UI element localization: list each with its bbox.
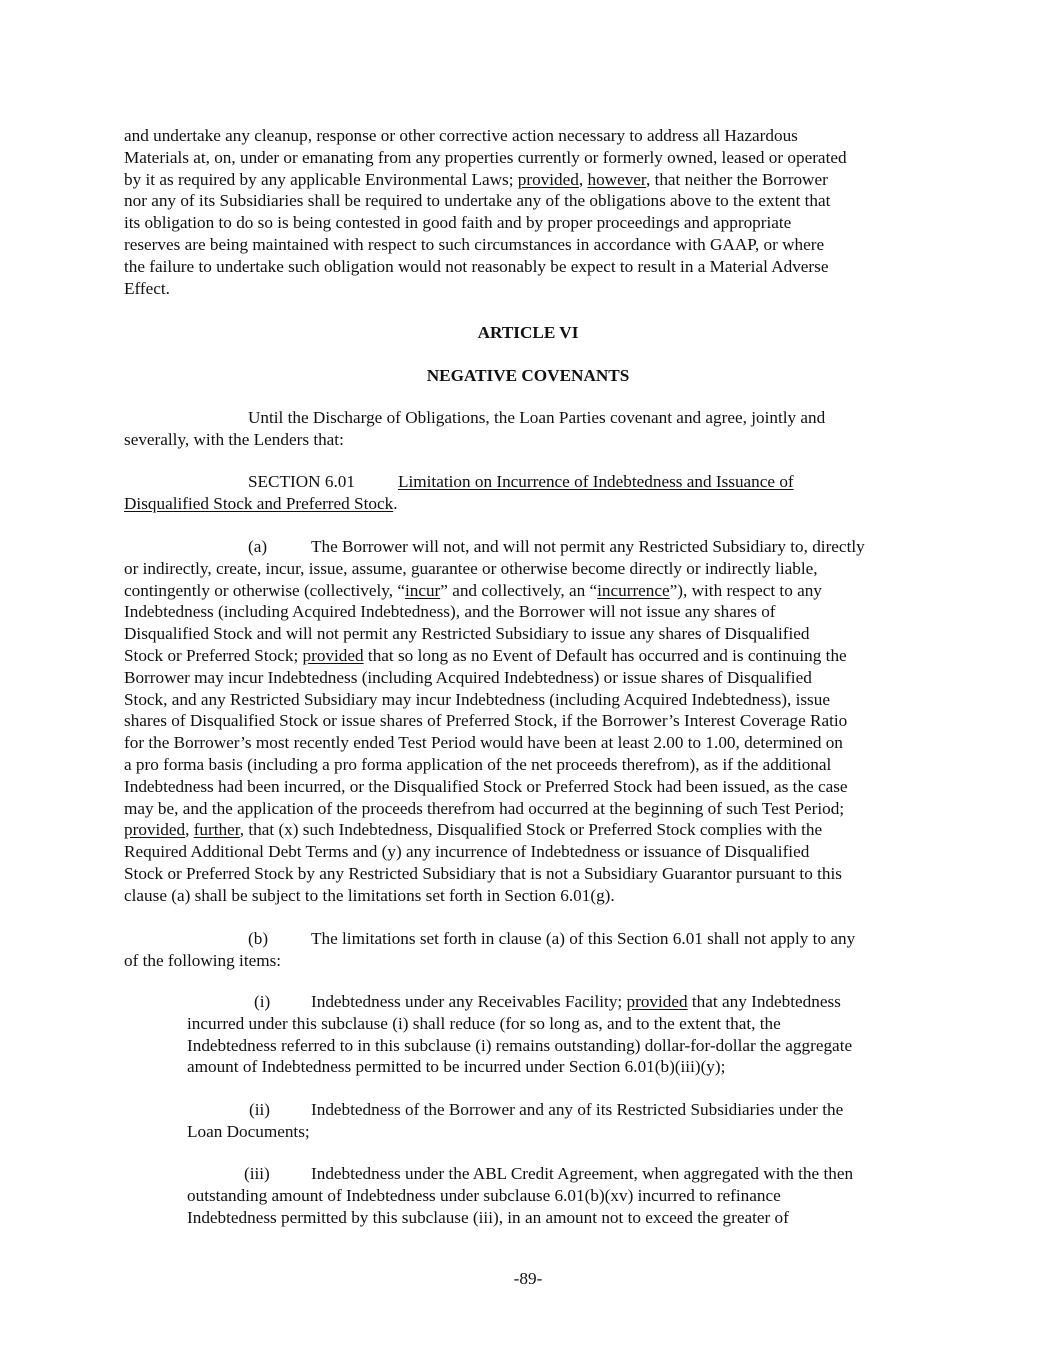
defined-term-provided: provided [302, 645, 364, 665]
text-line [187, 1099, 927, 1121]
text-line: Indebtedness (including Acquired Indebtedness), and the Borrower will not issue any shares of [124, 602, 776, 622]
text-line: Required Additional Debt Terms and (y) any incurrence of Indebtedness or issuance of Disqualified [124, 842, 810, 862]
text-line: may be, and the application of the proceeds therefrom had occurred at the beginning of such Test Period; [124, 798, 845, 818]
text-fragment: that so long as no Event of Default has occurred and is continuing the [363, 645, 847, 665]
text-line [187, 991, 927, 1013]
text-line [124, 169, 932, 191]
text-line: severally, with the Lenders that: [124, 429, 344, 449]
subclause-label: (i) [254, 992, 271, 1011]
text-line: amount of Indebtedness permitted to be incurred under Section 6.01(b)(iii)(y); [187, 1057, 726, 1077]
text-line: Effect. [124, 278, 170, 298]
text-line: or indirectly, create, incur, issue, assume, guarantee or otherwise become directly or indirectly liable, [124, 558, 818, 578]
text-line: shares of Disqualified Stock or issue shares of Preferred Stock, if the Borrower’s Interest Coverage Ratio [124, 711, 848, 731]
clause-a-paragraph [124, 536, 932, 907]
defined-term-further: further [193, 820, 240, 840]
text-line: Stock, and any Restricted Subsidiary may incur Indebtedness (including Acquired Indebtedness), issue [124, 689, 830, 709]
text-line: Indebtedness permitted by this subclause (iii), in an amount not to exceed the greater of [187, 1207, 789, 1227]
text-line: Loan Documents; [187, 1121, 310, 1141]
text-line: outstanding amount of Indebtedness under subclause 6.01(b)(xv) incurred to refinance [187, 1185, 781, 1205]
text-fragment: Stock or Preferred Stock; [124, 645, 303, 665]
text-fragment: , [578, 169, 588, 189]
text-fragment: ”), with respect to any [669, 580, 822, 600]
text-fragment: , that neither the Borrower [645, 169, 828, 189]
page-number: -89- [513, 1269, 543, 1288]
text-line [124, 928, 932, 950]
section-heading-line [124, 471, 932, 493]
defined-term-incurrence: incurrence [597, 580, 670, 600]
defined-term-provided: provided [626, 992, 688, 1011]
preamble-paragraph [124, 407, 932, 451]
text-fragment: , that (x) such Indebtedness, Disqualified Stock or Preferred Stock complies with the [239, 820, 823, 840]
text-line: Stock or Preferred Stock by any Restricted Subsidiary that is not a Subsidiary Guarantor pursuant to this [124, 863, 842, 883]
section-heading-line [124, 493, 932, 515]
text-fragment: Indebtedness under any Receivables Facility; [311, 992, 627, 1011]
text-line: incurred under this subclause (i) shall reduce (for so long as, and to the extent that, the [187, 1013, 781, 1033]
text-line [124, 819, 932, 841]
defined-term-however: however [587, 169, 646, 189]
clause-label: (b) [248, 929, 269, 948]
subclause-label: (ii) [249, 1100, 270, 1119]
text-line: Disqualified Stock and will not permit any Restricted Subsidiary to issue any shares of Disqualified [124, 624, 810, 644]
text-line: Materials at, on, under or emanating from any properties currently or formerly owned, leased or operated [124, 147, 847, 167]
text-fragment: The limitations set forth in clause (a) of this Section 6.01 shall not apply to any [311, 929, 856, 948]
text-line: its obligation to do so is being contested in good faith and by proper proceedings and appropriate [124, 213, 792, 233]
text-fragment: that any Indebtedness [687, 992, 841, 1011]
text-fragment: . [393, 493, 398, 513]
section-title: Limitation on Incurrence of Indebtedness and Issuance of [398, 472, 794, 491]
text-line: nor any of its Subsidiaries shall be required to undertake any of the obligations above to the extent that [124, 191, 831, 211]
defined-term-provided: provided [124, 820, 186, 840]
text-line [124, 536, 932, 558]
section-title-continued: Disqualified Stock and Preferred Stock [124, 493, 394, 513]
text-fragment: Indebtedness under the ABL Credit Agreement, when aggregated with the then [311, 1164, 854, 1183]
defined-term-provided: provided [517, 169, 579, 189]
section-heading [124, 471, 932, 515]
text-line: of the following items: [124, 950, 282, 970]
article-title: NEGATIVE COVENANTS [426, 366, 630, 385]
clause-b-paragraph [124, 928, 932, 972]
intro-paragraph [124, 125, 932, 299]
text-line: a pro forma basis (including a pro forma application of the net proceeds therefrom), as if the additional [124, 754, 832, 774]
text-line [124, 645, 932, 667]
text-fragment: contingently or otherwise (collectively, “ [124, 580, 405, 600]
text-line: Indebtedness referred to in this subclause (i) remains outstanding) dollar-for-dollar the aggregate [187, 1035, 853, 1055]
text-line: clause (a) shall be subject to the limitations set forth in Section 6.01(g). [124, 885, 615, 905]
subclause-iii [187, 1163, 927, 1228]
text-line: the failure to undertake such obligation would not reasonably be expect to result in a Material Adverse [124, 256, 829, 276]
section-number: SECTION 6.01 [248, 472, 355, 491]
defined-term-incur: incur [404, 580, 441, 600]
article-number: ARTICLE VI [477, 323, 579, 342]
text-line: reserves are being maintained with respect to such circumstances in accordance with GAAP, or where [124, 234, 825, 254]
text-line [124, 580, 932, 602]
text-line: for the Borrower’s most recently ended Test Period would have been at least 2.00 to 1.00, determined on [124, 733, 843, 753]
text-line: Borrower may incur Indebtedness (including Acquired Indebtedness) or issue shares of Disqualified [124, 667, 812, 687]
subclause-i [187, 991, 927, 1078]
text-fragment: Indebtedness of the Borrower and any of its Restricted Subsidiaries under the [311, 1100, 844, 1119]
text-line: and undertake any cleanup, response or other corrective action necessary to address all Hazardous [124, 126, 798, 145]
subclause-ii [187, 1099, 927, 1143]
text-line: Indebtedness had been incurred, or the Disqualified Stock or Preferred Stock had been issued, as the case [124, 776, 848, 796]
text-fragment: by it as required by any applicable Environmental Laws; [124, 169, 518, 189]
text-line [187, 1163, 927, 1185]
subclause-label: (iii) [244, 1164, 270, 1183]
text-fragment: , [185, 820, 194, 840]
clause-label: (a) [248, 537, 268, 556]
text-fragment: The Borrower will not, and will not permit any Restricted Subsidiary to, directly [311, 537, 865, 556]
text-fragment: ” and collectively, an “ [440, 580, 598, 600]
text-line: Until the Discharge of Obligations, the Loan Parties covenant and agree, jointly and [248, 408, 826, 427]
